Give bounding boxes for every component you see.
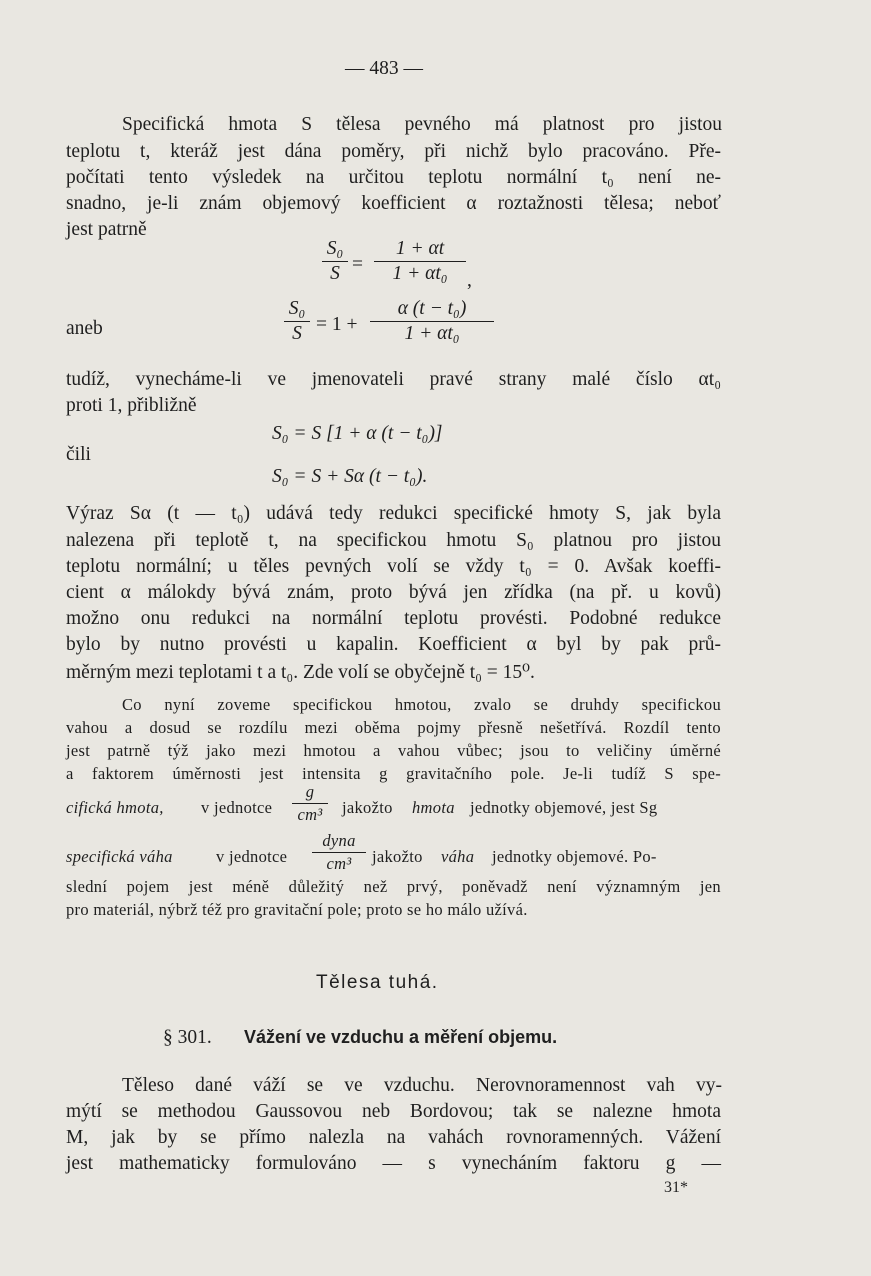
para4-line-3: M, jak by se přímo nalezla na vahách rovnoramenných. Vážení xyxy=(66,1127,721,1148)
eq4-label: čili xyxy=(66,444,91,465)
note-line5-unit-label: v jednotce xyxy=(201,798,273,817)
para3-line-6: bylo by nutno provésti u kapalin. Koefficient α byl by pak prů- xyxy=(66,634,721,655)
para1-line-2: teplotu t, kteráž jest dána poměry, při nichž bylo pracováno. Pře- xyxy=(66,141,721,162)
note-line6-unit-label: v jednotce xyxy=(216,847,288,866)
eq1-comma: , xyxy=(467,270,472,291)
eq1-equals: = xyxy=(352,254,363,275)
para3-line-2: nalezena při teplotě t, na specifickou hmotu S₀ platnou pro jistou xyxy=(66,530,721,551)
note-line-8: pro materiál, nýbrž též pro gravitační pole; proto se ho málo užívá. xyxy=(66,900,528,919)
para4-line-2: mýtí se methodou Gaussovou neb Bordovou; tak se nalezne hmota xyxy=(66,1101,721,1122)
note-line6-as: jakožto xyxy=(372,847,423,866)
section-heading: Tělesa tuhá. xyxy=(316,972,439,993)
page-number: — 483 — xyxy=(345,58,423,79)
eq2-label: aneb xyxy=(66,318,103,339)
subsection-title: Vážení ve vzduchu a měření objemu. xyxy=(244,1027,558,1047)
eq2-rhs-fraction: α (t − t₀) 1 + αt₀ xyxy=(370,298,494,345)
para1-line-5: jest patrně xyxy=(66,219,147,240)
eq3-formula: S₀ = S [1 + α (t − t₀)] xyxy=(272,423,443,444)
para3-line-4: cient α málokdy bývá znám, proto bývá jen zřídka (na př. u kovů) xyxy=(66,582,721,603)
eq2-lhs-fraction: S₀ S xyxy=(284,298,310,345)
para2-line-1: tudíž, vynecháme-li ve jmenovateli pravé strany malé číslo αt₀ xyxy=(66,369,721,390)
para3-line-7: měrným mezi teplotami t a t₀. Zde volí se obyčejně t₀ = 15⁰. xyxy=(66,662,535,683)
para1-line-4: snadno, je-li znám objemový koefficient α roztažnosti tělesa; neboť xyxy=(66,193,721,214)
subsection-number: § 301. xyxy=(163,1027,212,1048)
note-line-4: a faktorem úměrnosti jest intensita g gravitačního pole. Je-li tudíž S spe- xyxy=(66,764,721,783)
para3-line-1: Výraz Sα (t — t₀) udává tedy redukci specifické hmoty S, jak byla xyxy=(66,503,721,524)
eq1-lhs-fraction: S₀ S xyxy=(322,238,348,285)
eq2-middle: = 1 + xyxy=(316,314,358,335)
note-line6-quantity: váha xyxy=(441,847,475,866)
note-line5-fraction: g cm³ xyxy=(292,782,328,825)
note-line6-fraction: dyna cm³ xyxy=(312,831,366,874)
para3-line-5: možno onu redukci na normální teplotu provésti. Podobné redukce xyxy=(66,608,721,629)
para3-line-3: teplotu normální; u těles pevných volí se vždy t₀ = 0. Avšak koeffi- xyxy=(66,556,721,577)
eq4-formula: S₀ = S + Sα (t − t₀). xyxy=(272,466,428,487)
note-line6-rest: jednotky objemové. Po- xyxy=(492,847,657,866)
note-line5-term: cifická hmota, xyxy=(66,798,164,817)
para4-line-4: jest mathematicky formulováno — s vynecháním faktoru g — xyxy=(66,1153,721,1174)
para4-line-1: Těleso dané váží se ve vzduchu. Nerovnoramennost vah vy- xyxy=(122,1075,722,1096)
eq1-rhs-fraction: 1 + αt 1 + αt₀ xyxy=(374,238,466,285)
note-line-1: Co nyní zoveme specifickou hmotou, zvalo se druhdy specifickou xyxy=(122,695,721,714)
signature-mark: 31* xyxy=(664,1179,688,1196)
note-line5-quantity: hmota xyxy=(412,798,455,817)
note-line6-term: specifická váha xyxy=(66,847,173,866)
note-line5-as: jakožto xyxy=(342,798,393,817)
note-line-7: slední pojem jest méně důležitý než prvý, poněvadž není významným jen xyxy=(66,877,721,896)
para1-line-3: počítati tento výsledek na určitou teplotu normální t₀ není ne- xyxy=(66,167,721,188)
para2-line-2: proti 1, přibližně xyxy=(66,395,197,416)
para1-line-1: Specifická hmota S tělesa pevného má platnost pro jistou xyxy=(122,114,722,135)
note-line-3: jest patrně týž jako mezi hmotou a vahou vůbec; jsou to veličiny úměrné xyxy=(66,741,721,760)
note-line-2: vahou a dosud se rozdílu mezi oběma pojmy přesně nešetřívá. Rozdíl tento xyxy=(66,718,721,737)
note-line5-rest: jednotky objemové, jest Sg xyxy=(470,798,658,817)
